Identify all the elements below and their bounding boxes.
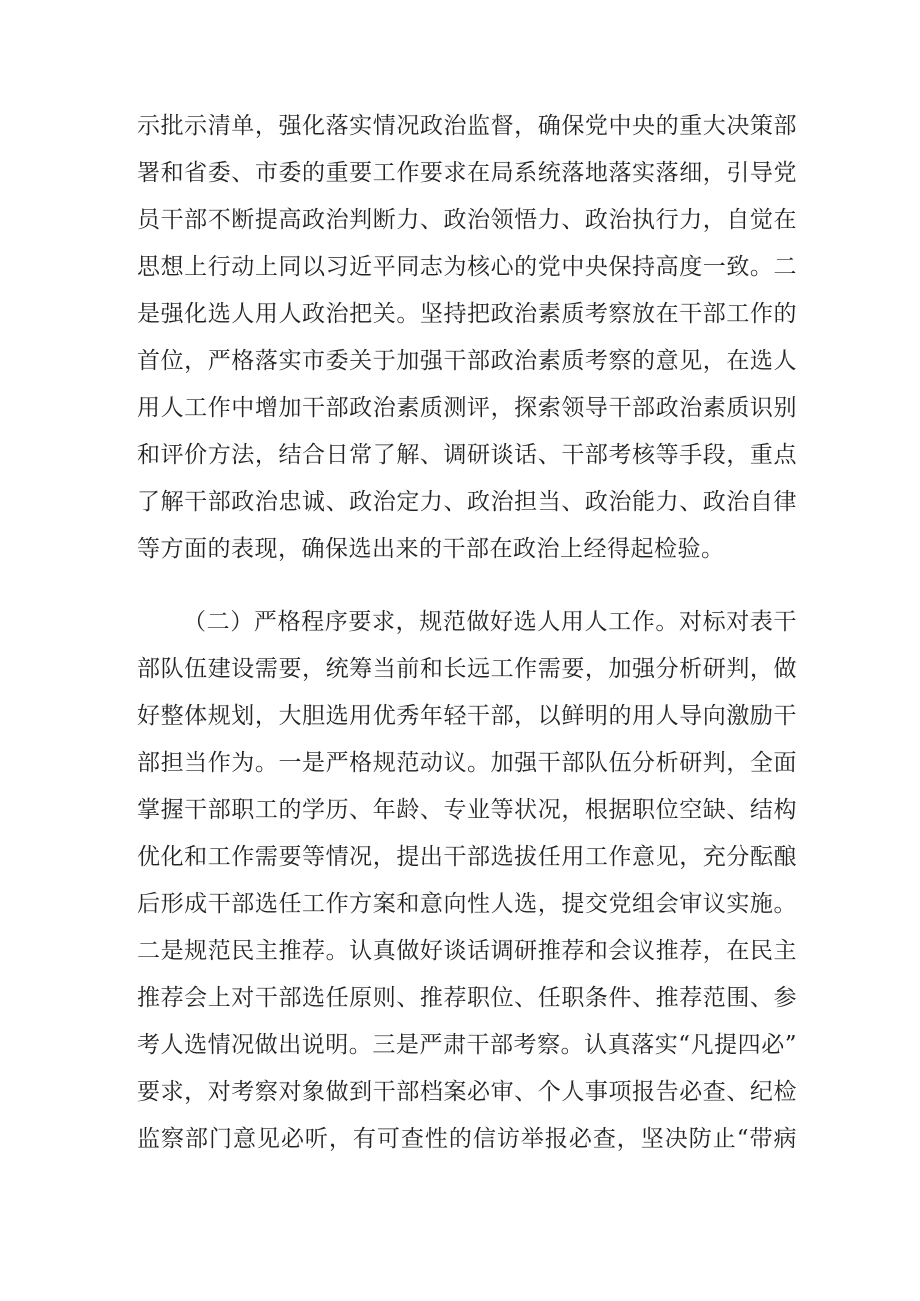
text-line: 二是规范民主推荐。认真做好谈话调研推荐和会议推荐，在民主 [137, 938, 797, 964]
text-line: 示批示清单，强化落实情况政治监督，确保党中央的重大决策部 [137, 113, 797, 139]
text-line: 部担当作为。一是严格规范动议。加强干部队伍分析研判，全面 [137, 750, 797, 776]
text-line: 部队伍建设需要，统筹当前和长远工作需要，加强分析研判，做 [137, 656, 797, 682]
text-line: 监察部门意见必听，有可查性的信访举报必查，坚决防止“带病 [137, 1126, 797, 1152]
text-line: 了解干部政治忠诚、政治定力、政治担当、政治能力、政治自律 [137, 489, 797, 515]
text-line: 和评价方法，结合日常了解、调研谈话、干部考核等手段，重点 [137, 442, 797, 468]
paragraph-political-supervision [137, 103, 797, 573]
text-line: 掌握干部职工的学历、年龄、专业等状况，根据职位空缺、结构 [137, 797, 797, 823]
text-line: 思想上行动上同以习近平同志为核心的党中央保持高度一致。二 [137, 254, 797, 280]
text-line: 是强化选人用人政治把关。坚持把政治素质考察放在干部工作的 [137, 301, 797, 327]
text-line: 首位，严格落实市委关于加强干部政治素质考察的意见，在选人 [137, 348, 797, 374]
text-line: 优化和工作需要等情况，提出干部选拔任用工作意见，充分酝酿 [137, 844, 797, 870]
text-line: 考人选情况做出说明。三是严肃干部考察。认真落实“凡提四必” [137, 1032, 797, 1058]
text-line: 员干部不断提高政治判断力、政治领悟力、政治执行力，自觉在 [137, 207, 797, 233]
text-line: 后形成干部选任工作方案和意向性人选，提交党组会审议实施。 [137, 891, 797, 917]
text-line: 好整体规划，大胆选用优秀年轻干部，以鲜明的用人导向激励干 [137, 703, 797, 729]
text-line: 署和省委、市委的重要工作要求在局系统落地落实落细，引导党 [137, 160, 797, 186]
text-line: 用人工作中增加干部政治素质测评，探索领导干部政治素质识别 [137, 395, 797, 421]
text-line: 推荐会上对干部选任原则、推荐职位、任职条件、推荐范围、参 [137, 985, 797, 1011]
text-line: 要求，对考察对象做到干部档案必审、个人事项报告必查、纪检 [137, 1079, 797, 1105]
text-line: 等方面的表现，确保选出来的干部在政治上经得起检验。 [137, 536, 725, 562]
paragraph-selection-procedure [137, 599, 797, 1163]
section-heading-line: （二）严格程序要求，规范做好选人用人工作。对标对表干 [183, 609, 797, 635]
